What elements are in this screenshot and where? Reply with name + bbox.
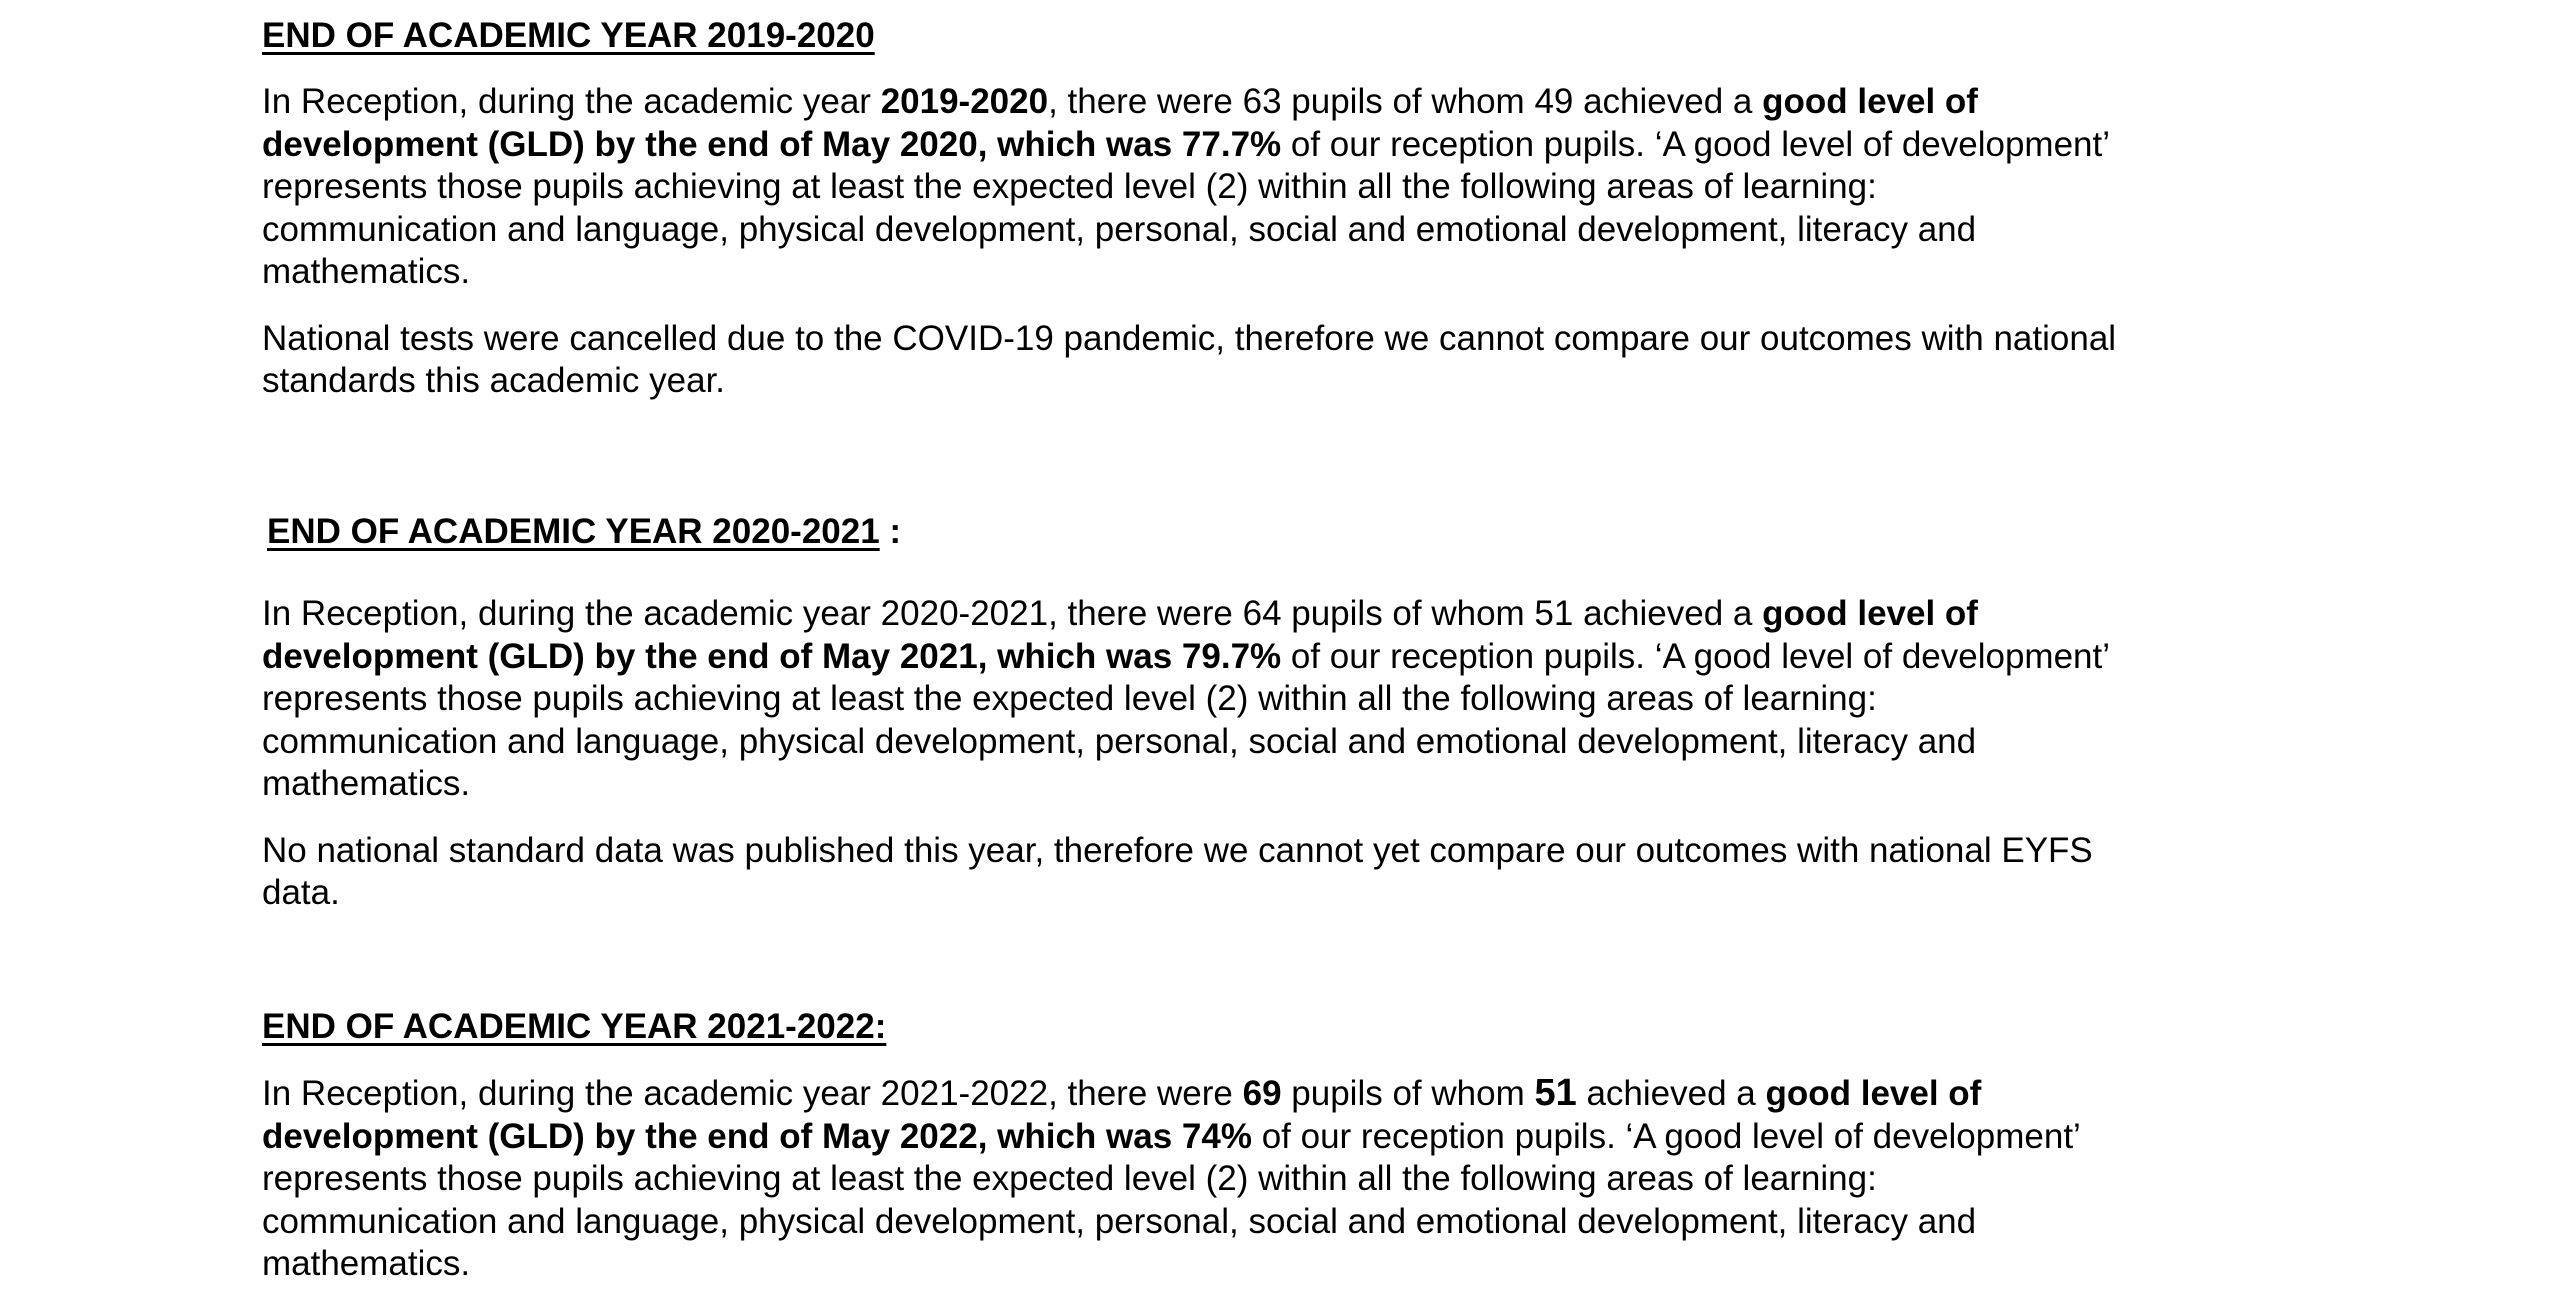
section-2021-2022 (262, 1006, 2522, 1286)
heading-text: END OF ACADEMIC YEAR 2019-2020 (262, 16, 875, 55)
text-run: of our reception pupils. ‘A good level of development’ (1281, 636, 2111, 676)
paragraph-line (262, 1116, 2522, 1159)
paragraph-line: mathematics. (262, 1244, 471, 1283)
paragraph-line: represents those pupils achieving at least the expected level (2) within all the following areas of learning: (262, 679, 1877, 718)
heading-text: END OF ACADEMIC YEAR 2020-2021 (267, 512, 880, 551)
heading-suffix: : (879, 512, 902, 551)
heading-text: END OF ACADEMIC YEAR 2021-2022: (262, 1007, 887, 1046)
paragraph-line (262, 1072, 2522, 1116)
text-run: of our reception pupils. ‘A good level of development’ (1251, 1116, 2081, 1156)
paragraph-line (262, 593, 2522, 636)
section-2020-2021 (262, 511, 2522, 915)
gld-bold: good level of (1765, 1074, 1982, 1113)
achieved-count-bold: 51 (1534, 1072, 1577, 1114)
gld-result-bold: development (GLD) by the end of May 2021, which was 79.7% (262, 636, 1282, 676)
pupil-count-bold: 69 (1242, 1074, 1282, 1113)
paragraph-line: data. (262, 873, 340, 912)
gld-result-bold: development (GLD) by the end of May 2022, which was 74% (262, 1116, 1252, 1156)
gld-result-bold: development (GLD) by the end of May 2020, which was 77.7% (262, 124, 1282, 164)
gld-paragraph (262, 1072, 2522, 1286)
paragraph-line: National tests were cancelled due to the COVID-19 pandemic, therefore we cannot compare our outcomes with national (262, 318, 2117, 358)
section-heading (262, 1006, 2522, 1048)
text-run: In Reception, during the academic year (262, 82, 881, 121)
national-paragraph (262, 830, 2522, 915)
gld-paragraph (262, 81, 2522, 294)
section-heading (262, 15, 2522, 57)
section-heading (262, 511, 2522, 553)
paragraph-line: No national standard data was published this year, therefore we cannot yet compare our outcomes with national EYFS (262, 830, 2093, 870)
section-2019-2020 (262, 15, 2522, 403)
paragraph-line: standards this academic year. (262, 361, 726, 400)
paragraph-line: represents those pupils achieving at least the expected level (2) within all the following areas of learning: (262, 167, 1877, 206)
gld-bold: good level of (1762, 82, 1978, 121)
text-run: pupils of whom (1281, 1074, 1535, 1113)
year-bold: 2019-2020 (880, 82, 1049, 121)
text-run: achieved a (1576, 1074, 1766, 1113)
text-run: , there were 63 pupils of whom 49 achieved a (1048, 82, 1763, 121)
paragraph-line (262, 124, 2522, 167)
paragraph-line: mathematics. (262, 764, 471, 803)
gld-bold: good level of (1762, 594, 1978, 633)
paragraph-line (262, 81, 2522, 124)
paragraph-line: communication and language, physical development, personal, social and emotional development, literacy and (262, 721, 1977, 761)
paragraph-line: mathematics. (262, 252, 471, 291)
text-run: In Reception, during the academic year 2020-2021, there were 64 pupils of whom 51 achieved a (262, 594, 1763, 633)
paragraph-line: communication and language, physical development, personal, social and emotional development, literacy and (262, 209, 1977, 249)
paragraph-line: represents those pupils achieving at least the expected level (2) within all the following areas of learning: (262, 1159, 1877, 1198)
text-run: of our reception pupils. ‘A good level of development’ (1281, 124, 2111, 164)
paragraph-line (262, 636, 2522, 679)
national-paragraph (262, 318, 2522, 403)
gld-paragraph (262, 593, 2522, 806)
text-run: In Reception, during the academic year 2021-2022, there were (262, 1074, 1243, 1113)
paragraph-line: communication and language, physical development, personal, social and emotional development, literacy and (262, 1201, 1977, 1241)
